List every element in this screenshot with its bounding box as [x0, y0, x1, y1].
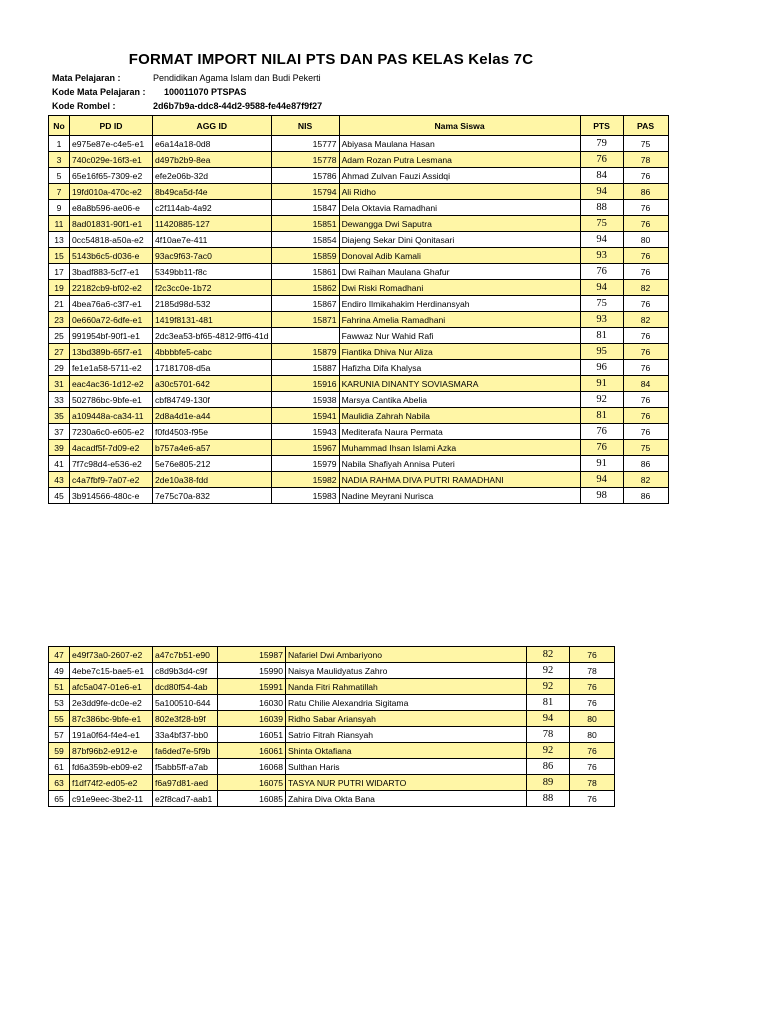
row-nama-siswa: NADIA RAHMA DIVA PUTRI RAMADHANI — [339, 472, 580, 488]
table-row — [49, 456, 669, 472]
table-row — [49, 663, 615, 679]
row-agg-id: e2f8cad7-aab1 — [153, 791, 218, 807]
table-body-page-1 — [49, 136, 669, 504]
row-agg-id: e6a14a18-0d8 — [153, 136, 272, 152]
col-header-nama-siswa: Nama Siswa — [339, 116, 580, 136]
row-no: 57 — [49, 727, 70, 743]
row-nis: 15887 — [271, 360, 339, 376]
row-agg-id: 17181708-d5a — [153, 360, 272, 376]
row-pas: 76 — [623, 328, 668, 344]
row-pd-id: a109448a-ca34-11 — [70, 408, 153, 424]
row-pd-id: eac4ac36-1d12-e2 — [70, 376, 153, 392]
row-nama-siswa: Donoval Adib Kamali — [339, 248, 580, 264]
row-no: 41 — [49, 456, 70, 472]
row-pas: 75 — [623, 440, 668, 456]
row-nis: 15862 — [271, 280, 339, 296]
table-row — [49, 472, 669, 488]
mapel-label: Mata Pelajaran : — [52, 73, 121, 83]
row-no: 45 — [49, 488, 70, 504]
row-nis: 16039 — [218, 711, 286, 727]
row-pd-id: 7f7c98d4-e536-e2 — [70, 456, 153, 472]
row-pd-id: 65e16f65-7309-e2 — [70, 168, 153, 184]
row-pts: 95 — [580, 344, 623, 360]
row-pd-id: 8ad01831-90f1-e1 — [70, 216, 153, 232]
row-agg-id: 5a100510-644 — [153, 695, 218, 711]
row-pts: 89 — [527, 775, 570, 791]
table-body-page-2 — [49, 647, 615, 807]
row-pd-id: 4bea76a6-c3f7-e1 — [70, 296, 153, 312]
table-row — [49, 679, 615, 695]
col-header-pd-id: PD ID — [70, 116, 153, 136]
row-pas: 82 — [623, 280, 668, 296]
row-pts: 81 — [527, 695, 570, 711]
row-pas: 76 — [570, 647, 615, 663]
row-nis: 15786 — [271, 168, 339, 184]
row-no: 39 — [49, 440, 70, 456]
row-no: 43 — [49, 472, 70, 488]
table-header-row — [49, 116, 669, 136]
row-pd-id: 7230a6c0-e605-e2 — [70, 424, 153, 440]
row-nama-siswa: Mediterafa Naura Permata — [339, 424, 580, 440]
row-pts: 78 — [527, 727, 570, 743]
row-pas: 76 — [623, 296, 668, 312]
row-nis: 15851 — [271, 216, 339, 232]
row-pas: 76 — [623, 408, 668, 424]
table-row — [49, 312, 669, 328]
row-nis: 15991 — [218, 679, 286, 695]
row-pas: 76 — [623, 424, 668, 440]
row-nis: 15777 — [271, 136, 339, 152]
row-pts: 86 — [527, 759, 570, 775]
table-row — [49, 488, 669, 504]
row-nis — [271, 328, 339, 344]
row-agg-id: efe2e06b-32d — [153, 168, 272, 184]
row-pd-id: 4ebe7c15-bae5-e1 — [70, 663, 153, 679]
table-row — [49, 264, 669, 280]
col-header-pas: PAS — [623, 116, 668, 136]
row-nama-siswa: Maulidia Zahrah Nabila — [339, 408, 580, 424]
row-nis: 15859 — [271, 248, 339, 264]
row-pts: 76 — [580, 440, 623, 456]
row-pas: 76 — [623, 344, 668, 360]
row-pd-id: 191a0f64-f4e4-e1 — [70, 727, 153, 743]
row-nama-siswa: Ratu Chilie Alexandria Sigitama — [286, 695, 527, 711]
row-pd-id: 502786bc-9bfe-e1 — [70, 392, 153, 408]
table-row — [49, 232, 669, 248]
row-pts: 93 — [580, 312, 623, 328]
row-pts: 81 — [580, 408, 623, 424]
row-pas: 86 — [623, 488, 668, 504]
row-no: 29 — [49, 360, 70, 376]
row-agg-id: c8d9b3d4-c9f — [153, 663, 218, 679]
row-no: 37 — [49, 424, 70, 440]
row-agg-id: f5abb5ff-a7ab — [153, 759, 218, 775]
row-pas: 80 — [570, 727, 615, 743]
row-no: 61 — [49, 759, 70, 775]
row-nama-siswa: Fiantika Dhiva Nur Aliza — [339, 344, 580, 360]
table-row — [49, 376, 669, 392]
row-nama-siswa: Diajeng Sekar Dini Qonitasari — [339, 232, 580, 248]
row-no: 1 — [49, 136, 70, 152]
row-no: 23 — [49, 312, 70, 328]
row-nama-siswa: Naisya Maulidyatus Zahro — [286, 663, 527, 679]
row-agg-id: 2dc3ea53-bf65-4812-9ff6-41d — [153, 328, 272, 344]
row-nis: 15979 — [271, 456, 339, 472]
row-nis: 15941 — [271, 408, 339, 424]
row-pd-id: 991954bf-90f1-e1 — [70, 328, 153, 344]
row-no: 31 — [49, 376, 70, 392]
row-nis: 15990 — [218, 663, 286, 679]
row-nama-siswa: Fahrina Amelia Ramadhani — [339, 312, 580, 328]
rombel-value: 2d6b7b9a-ddc8-44d2-9588-fe44e87f9f27 — [153, 101, 323, 111]
row-agg-id: 5349bb11-f8c — [153, 264, 272, 280]
row-nama-siswa: Ahmad Zulvan Fauzi Assidqi — [339, 168, 580, 184]
row-nama-siswa: Nabila Shafiyah Annisa Puteri — [339, 456, 580, 472]
row-nama-siswa: Muhammad Ihsan Islami Azka — [339, 440, 580, 456]
row-nama-siswa: Adam Rozan Putra Lesmana — [339, 152, 580, 168]
row-pd-id: fd6a359b-eb09-e2 — [70, 759, 153, 775]
row-no: 35 — [49, 408, 70, 424]
row-nis: 15847 — [271, 200, 339, 216]
row-pas: 76 — [623, 360, 668, 376]
row-pts: 76 — [580, 152, 623, 168]
table-row — [49, 200, 669, 216]
row-pas: 76 — [623, 264, 668, 280]
row-pd-id: 19fd010a-470c-e2 — [70, 184, 153, 200]
row-pd-id: 13bd389b-65f7-e1 — [70, 344, 153, 360]
row-nis: 16061 — [218, 743, 286, 759]
row-nama-siswa: KARUNIA DINANTY SOVIASMARA — [339, 376, 580, 392]
row-nis: 15861 — [271, 264, 339, 280]
row-agg-id: dcd80f54-4ab — [153, 679, 218, 695]
row-nis: 15867 — [271, 296, 339, 312]
row-pd-id: 740c029e-16f3-e1 — [70, 152, 153, 168]
table-row — [49, 647, 615, 663]
row-no: 17 — [49, 264, 70, 280]
row-agg-id: b757a4e6-a57 — [153, 440, 272, 456]
rombel-label: Kode Rombel : — [52, 101, 116, 111]
table-row — [49, 392, 669, 408]
row-no: 21 — [49, 296, 70, 312]
row-nis: 15943 — [271, 424, 339, 440]
row-nama-siswa: Satrio Fitrah Riansyah — [286, 727, 527, 743]
row-pd-id: 5143b6c5-d036-e — [70, 248, 153, 264]
row-pts: 94 — [580, 232, 623, 248]
row-pd-id: 22182cb9-bf02-e2 — [70, 280, 153, 296]
table-row — [49, 136, 669, 152]
row-no: 3 — [49, 152, 70, 168]
row-agg-id: a47c7b51-e90 — [153, 647, 218, 663]
row-no: 11 — [49, 216, 70, 232]
mapel-value: Pendidikan Agama Islam dan Budi Pekerti — [153, 73, 321, 83]
row-pts: 91 — [580, 456, 623, 472]
row-pts: 84 — [580, 168, 623, 184]
kode-mapel-label: Kode Mata Pelajaran : — [52, 87, 146, 97]
row-no: 5 — [49, 168, 70, 184]
row-pts: 96 — [580, 360, 623, 376]
row-pas: 75 — [623, 136, 668, 152]
row-pd-id: 87c386bc-9bfe-e1 — [70, 711, 153, 727]
table-row — [49, 296, 669, 312]
row-pd-id: e975e87e-c4e5-e1 — [70, 136, 153, 152]
row-pts: 94 — [580, 472, 623, 488]
row-pas: 76 — [623, 248, 668, 264]
row-pd-id: 87bf96b2-e912-e — [70, 743, 153, 759]
row-nis: 15778 — [271, 152, 339, 168]
row-pts: 81 — [580, 328, 623, 344]
row-nama-siswa: Nafariel Dwi Ambariyono — [286, 647, 527, 663]
row-pd-id: 4acadf5f-7d09-e2 — [70, 440, 153, 456]
row-nama-siswa: Endiro Ilmikahakim Herdinansyah — [339, 296, 580, 312]
row-pts: 88 — [527, 791, 570, 807]
row-no: 9 — [49, 200, 70, 216]
row-agg-id: 802e3f28-b9f — [153, 711, 218, 727]
row-pas: 76 — [570, 791, 615, 807]
row-pd-id: f1df74f2-ed05-e2 — [70, 775, 153, 791]
row-pas: 86 — [623, 184, 668, 200]
row-pas: 80 — [570, 711, 615, 727]
row-nama-siswa: Dewangga Dwi Saputra — [339, 216, 580, 232]
row-pas: 84 — [623, 376, 668, 392]
row-nama-siswa: Ridho Sabar Ariansyah — [286, 711, 527, 727]
row-agg-id: c2f114ab-4a92 — [153, 200, 272, 216]
table-row — [49, 152, 669, 168]
row-nis: 15987 — [218, 647, 286, 663]
row-pd-id: 0e660a72-6dfe-e1 — [70, 312, 153, 328]
row-no: 47 — [49, 647, 70, 663]
row-pas: 80 — [623, 232, 668, 248]
table-row — [49, 280, 669, 296]
row-nama-siswa: Zahira Diva Okta Bana — [286, 791, 527, 807]
row-pd-id: 0cc54818-a50a-e2 — [70, 232, 153, 248]
row-pts: 92 — [527, 679, 570, 695]
row-pts: 75 — [580, 216, 623, 232]
row-agg-id: 8b49ca5d-f4e — [153, 184, 272, 200]
row-nama-siswa: Hafizha Difa Khalysa — [339, 360, 580, 376]
row-pas: 78 — [623, 152, 668, 168]
row-no: 25 — [49, 328, 70, 344]
row-pd-id: e8a8b596-ae06-e — [70, 200, 153, 216]
table-row — [49, 184, 669, 200]
table-row — [49, 695, 615, 711]
row-no: 53 — [49, 695, 70, 711]
row-agg-id: 33a4bf37-bb0 — [153, 727, 218, 743]
row-pts: 79 — [580, 136, 623, 152]
col-header-pts: PTS — [580, 116, 623, 136]
row-pts: 94 — [527, 711, 570, 727]
table-row — [49, 440, 669, 456]
row-no: 33 — [49, 392, 70, 408]
row-agg-id: f0fd4503-f95e — [153, 424, 272, 440]
table-row — [49, 743, 615, 759]
row-nis: 16085 — [218, 791, 286, 807]
row-agg-id: fa6ded7e-5f9b — [153, 743, 218, 759]
col-header-agg-id: AGG ID — [153, 116, 272, 136]
row-pd-id: fe1e1a58-5711-e2 — [70, 360, 153, 376]
row-no: 49 — [49, 663, 70, 679]
row-no: 59 — [49, 743, 70, 759]
table-row — [49, 759, 615, 775]
row-nis: 15982 — [271, 472, 339, 488]
row-agg-id: 2d8a4d1e-a44 — [153, 408, 272, 424]
row-nama-siswa: Shinta Oktafiana — [286, 743, 527, 759]
row-nis: 16075 — [218, 775, 286, 791]
row-nis: 15854 — [271, 232, 339, 248]
row-pts: 94 — [580, 184, 623, 200]
row-agg-id: 5e76e805-212 — [153, 456, 272, 472]
row-pd-id: 3badf883-5cf7-e1 — [70, 264, 153, 280]
row-nama-siswa: Dwi Raihan Maulana Ghafur — [339, 264, 580, 280]
col-header-no: No — [49, 116, 70, 136]
row-pas: 82 — [623, 312, 668, 328]
row-pas: 76 — [570, 695, 615, 711]
table-row — [49, 775, 615, 791]
row-pts: 93 — [580, 248, 623, 264]
row-nis: 15794 — [271, 184, 339, 200]
row-pts: 98 — [580, 488, 623, 504]
row-pts: 92 — [527, 663, 570, 679]
row-pas: 76 — [570, 679, 615, 695]
row-nis: 16030 — [218, 695, 286, 711]
row-nis: 15916 — [271, 376, 339, 392]
row-agg-id: 7e75c70a-832 — [153, 488, 272, 504]
row-nama-siswa: Fawwaz Nur Wahid Rafi — [339, 328, 580, 344]
row-pd-id: e49f73a0-2607-e2 — [70, 647, 153, 663]
table-row — [49, 424, 669, 440]
row-pas: 76 — [623, 392, 668, 408]
row-pas: 86 — [623, 456, 668, 472]
row-nis: 15983 — [271, 488, 339, 504]
row-nama-siswa: Nanda Fitri Rahmatillah — [286, 679, 527, 695]
row-nis: 16068 — [218, 759, 286, 775]
grades-table-page-1 — [48, 115, 669, 504]
table-row — [49, 344, 669, 360]
row-agg-id: 1419f8131-481 — [153, 312, 272, 328]
row-agg-id: 2185d98d-532 — [153, 296, 272, 312]
row-pas: 78 — [570, 775, 615, 791]
row-nama-siswa: Sulthan Haris — [286, 759, 527, 775]
table-row — [49, 727, 615, 743]
row-pts: 82 — [527, 647, 570, 663]
kode-mapel-value: 100011070 PTSPAS — [164, 87, 247, 97]
row-nis: 15967 — [271, 440, 339, 456]
row-agg-id: f6a97d81-aed — [153, 775, 218, 791]
row-no: 27 — [49, 344, 70, 360]
row-nama-siswa: Dela Oktavia Ramadhani — [339, 200, 580, 216]
row-pas: 76 — [623, 168, 668, 184]
row-no: 63 — [49, 775, 70, 791]
row-pd-id: c91e9eec-3be2-11 — [70, 791, 153, 807]
row-pas: 76 — [623, 200, 668, 216]
row-pd-id: afc5a047-01e6-e1 — [70, 679, 153, 695]
row-pas: 76 — [570, 743, 615, 759]
row-agg-id: 11420885-127 — [153, 216, 272, 232]
row-pts: 92 — [580, 392, 623, 408]
row-no: 19 — [49, 280, 70, 296]
table-row — [49, 711, 615, 727]
row-pas: 76 — [623, 216, 668, 232]
row-pts: 91 — [580, 376, 623, 392]
row-nama-siswa: Abiyasa Maulana Hasan — [339, 136, 580, 152]
row-no: 55 — [49, 711, 70, 727]
row-agg-id: a30c5701-642 — [153, 376, 272, 392]
table-row — [49, 168, 669, 184]
table-row — [49, 408, 669, 424]
table-row — [49, 248, 669, 264]
row-agg-id: 93ac9f63-7ac0 — [153, 248, 272, 264]
row-nis: 16051 — [218, 727, 286, 743]
row-nama-siswa: Nadine Meyrani Nurisca — [339, 488, 580, 504]
row-no: 13 — [49, 232, 70, 248]
row-no: 15 — [49, 248, 70, 264]
row-agg-id: d497b2b9-8ea — [153, 152, 272, 168]
row-pts: 92 — [527, 743, 570, 759]
table-row — [49, 216, 669, 232]
row-pas: 82 — [623, 472, 668, 488]
row-pts: 75 — [580, 296, 623, 312]
row-pts: 76 — [580, 424, 623, 440]
row-pd-id: 2e3dd9fe-dc0e-e2 — [70, 695, 153, 711]
row-agg-id: f2c3cc0e-1b72 — [153, 280, 272, 296]
row-nama-siswa: TASYA NUR PUTRI WIDARTO — [286, 775, 527, 791]
col-header-nis: NIS — [271, 116, 339, 136]
row-no: 7 — [49, 184, 70, 200]
row-nama-siswa: Ali Ridho — [339, 184, 580, 200]
row-pts: 88 — [580, 200, 623, 216]
row-pas: 78 — [570, 663, 615, 679]
row-pd-id: c4a7fbf9-7a07-e2 — [70, 472, 153, 488]
row-nis: 15938 — [271, 392, 339, 408]
table-row — [49, 791, 615, 807]
row-nama-siswa: Dwi Riski Romadhani — [339, 280, 580, 296]
row-pts: 76 — [580, 264, 623, 280]
row-pas: 76 — [570, 759, 615, 775]
row-nama-siswa: Marsya Cantika Abelia — [339, 392, 580, 408]
row-pd-id: 3b914566-480c-e — [70, 488, 153, 504]
grades-table-page-2 — [48, 646, 615, 807]
row-nis: 15871 — [271, 312, 339, 328]
row-pts: 94 — [580, 280, 623, 296]
table-row — [49, 360, 669, 376]
row-nis: 15879 — [271, 344, 339, 360]
row-agg-id: 4f10ae7e-411 — [153, 232, 272, 248]
page-title: FORMAT IMPORT NILAI PTS DAN PAS KELAS Kelas 7C — [128, 51, 534, 68]
table-row — [49, 328, 669, 344]
row-no: 51 — [49, 679, 70, 695]
row-agg-id: 4bbbbfe5-cabc — [153, 344, 272, 360]
row-agg-id: cbf84749-130f — [153, 392, 272, 408]
row-agg-id: 2de10a38-fdd — [153, 472, 272, 488]
row-no: 65 — [49, 791, 70, 807]
